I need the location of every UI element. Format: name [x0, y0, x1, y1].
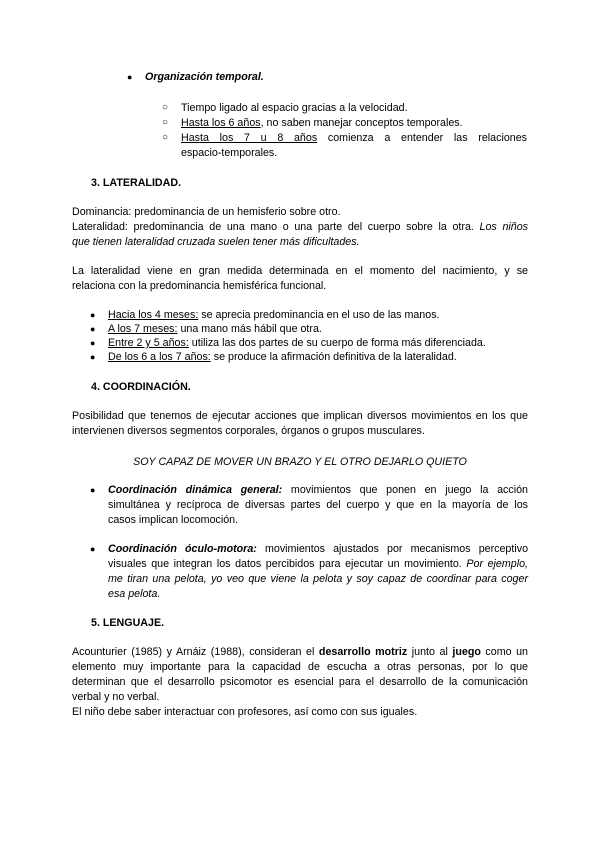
section-heading-coordinacion: 4. COORDINACIÓN.: [91, 381, 191, 393]
coordinacion-para-line-2: intervienen diversos segmentos corporales, órganos o grupos musculares.: [72, 425, 425, 437]
section-heading-lateralidad: 3. LATERALIDAD.: [91, 177, 182, 189]
lateralidad-bullet-4: [108, 350, 457, 365]
lenguaje-text: junto al: [407, 646, 453, 658]
lenguaje-line-4: verbal y no verbal.: [72, 691, 160, 703]
lenguaje-bold-2: juego: [452, 646, 481, 658]
bullet-icon: ●: [90, 544, 96, 554]
bullet-underlined: A los 7 meses:: [108, 323, 178, 335]
lateralidad-bullet-1: [108, 308, 440, 323]
dinamica-title: Coordinación dinámica general:: [108, 484, 283, 496]
bullet-icon: ●: [90, 310, 96, 320]
coordinacion-quote: SOY CAPAZ DE MOVER UN BRAZO Y EL OTRO DEJARLO QUIETO: [133, 456, 467, 468]
lateralidad-italic: Los niños: [479, 221, 528, 233]
item-text: , no saben manejar conceptos temporales.: [260, 117, 463, 129]
org-temporal-item-3-cont: espacio-temporales.: [181, 147, 278, 159]
oculo-line-2: [108, 557, 528, 572]
lateralidad-def: Lateralidad: predominancia de una mano o una parte del cuerpo sobre la otra.: [72, 221, 474, 233]
item-underlined: Hasta los 7 u 8 años: [181, 132, 318, 144]
dinamica-line-3: casos implican locomoción.: [108, 514, 239, 526]
oculo-text: movimientos ajustados por mecanismos perceptivo: [256, 543, 529, 555]
circle-bullet-icon: ○: [162, 132, 169, 143]
lateralidad-para-line-1: La lateralidad viene en gran medida determinada en el momento del nacimiento, y se: [72, 265, 528, 277]
lateralidad-line-1: [72, 220, 528, 235]
oculo-italic: Por ejemplo,: [466, 558, 528, 570]
circle-bullet-icon: ○: [162, 102, 169, 113]
coordinacion-para-line-1: Posibilidad que tenemos de ejecutar acciones que implican diversos movimientos en los que: [72, 410, 528, 422]
dominancia-text: Dominancia: predominancia de un hemisferio sobre otro.: [72, 206, 341, 218]
lateralidad-para-line-2: relaciona con la predominancia hemisférica funcional.: [72, 280, 327, 292]
dinamica-line-1: [108, 483, 528, 498]
org-temporal-item-3: [181, 131, 527, 146]
lenguaje-line-1: [72, 645, 528, 660]
bullet-text: una mano más hábil que otra.: [177, 323, 322, 335]
lateralidad-bullet-3: [108, 336, 486, 351]
circle-bullet-icon: ○: [162, 117, 169, 128]
oculo-title: Coordinación óculo-motora:: [108, 543, 257, 555]
bullet-underlined: Entre 2 y 5 años:: [108, 337, 189, 349]
section-heading-lenguaje: 5. LENGUAJE.: [91, 617, 165, 629]
bullet-text: se produce la afirmación definitiva de la lateralidad.: [210, 351, 457, 363]
oculo-line-3: me tiran una pelota, yo veo que viene la pelota y soy capaz de coordinar para coger: [108, 573, 528, 585]
bullet-icon: ●: [90, 324, 96, 334]
dinamica-line-2: simultánea y recíproca de diversas partes del cuerpo y que en la mayoría de los: [108, 499, 528, 511]
item-underlined: Hasta los 6 años: [181, 117, 261, 129]
bullet-icon: ●: [90, 338, 96, 348]
oculo-text-2: visuales que integran los datos percibidos para ejecutar un movimiento.: [108, 558, 462, 570]
bullet-text: se aprecia predominancia en el uso de las manos.: [198, 309, 440, 321]
org-temporal-title: Organización temporal.: [145, 71, 264, 83]
bullet-icon: ●: [90, 485, 96, 495]
dinamica-text: movimientos que ponen en juego la acción: [282, 484, 529, 496]
lenguaje-bold-1: desarrollo motriz: [318, 646, 408, 658]
org-temporal-item-2: [181, 116, 463, 131]
bullet-icon: ●: [90, 352, 96, 362]
bullet-icon: ●: [127, 72, 133, 82]
bullet-text: utiliza las dos partes de su cuerpo de forma más diferenciada.: [188, 337, 486, 349]
lenguaje-line-2: elemento muy importante para la capacidad de escucha a otras personas, por lo que: [72, 661, 528, 673]
bullet-underlined: De los 6 a los 7 años:: [108, 351, 211, 363]
org-temporal-item-1: [181, 101, 408, 116]
bullet-underlined: Hacia los 4 meses:: [108, 309, 199, 321]
oculo-line-4: esa pelota.: [108, 588, 161, 600]
lenguaje-line-3: determinan que el desarrollo psicomotor es esencial para el desarrollo de la comunicación: [72, 676, 528, 688]
lenguaje-text: como un: [480, 646, 528, 658]
lateralidad-bullet-2: [108, 322, 322, 337]
lenguaje-text: Acounturier (1985) y Arnáiz (1988), consideran el: [72, 646, 319, 658]
item-text: Tiempo ligado al espacio gracias a la velocidad.: [181, 102, 408, 114]
lenguaje-line-5: El niño debe saber interactuar con profesores, así como con sus iguales.: [72, 706, 418, 718]
lateralidad-line-2: que tienen lateralidad cruzada suelen tener más dificultades.: [72, 236, 360, 248]
oculo-line-1: [108, 542, 528, 557]
item-text: comienza a entender las relaciones: [317, 132, 527, 144]
